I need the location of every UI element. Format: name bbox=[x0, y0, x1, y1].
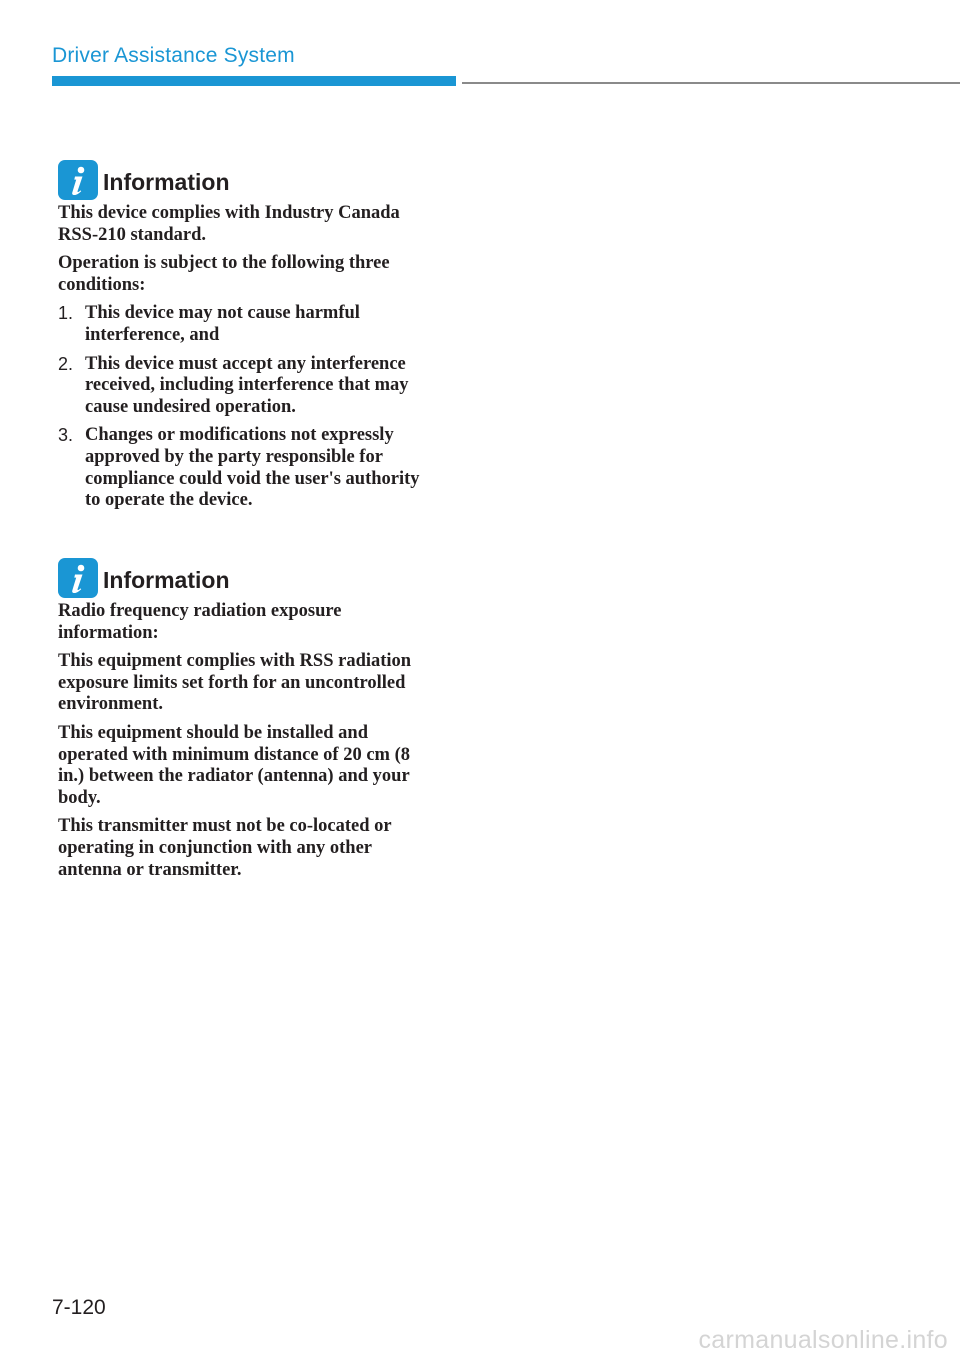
information-box-2 bbox=[58, 558, 438, 888]
paragraph: This equipment complies with RSS radiation exposure limits set forth for an uncontrolled environment. bbox=[58, 651, 412, 715]
paragraph: Operation is subject to the following three conditions: bbox=[58, 253, 390, 295]
paragraph: This transmitter must not be co-located or operating in conjunction with any other antenna or transmitter. bbox=[58, 816, 392, 880]
info-icon bbox=[58, 160, 98, 200]
conditions-list bbox=[58, 303, 438, 511]
header-divider-line bbox=[462, 82, 960, 84]
list-item bbox=[58, 354, 438, 419]
list-item bbox=[58, 425, 438, 511]
information-heading bbox=[58, 160, 438, 200]
list-number: 3. bbox=[58, 425, 74, 446]
list-text: This device must accept any interference received, including interference that may cause undesired operation. bbox=[85, 353, 409, 417]
paragraph: Radio frequency radiation exposure information: bbox=[58, 601, 342, 643]
list-item bbox=[58, 303, 438, 346]
section-title: Driver Assistance System bbox=[52, 44, 295, 67]
info-icon bbox=[58, 558, 98, 598]
information-heading bbox=[58, 558, 438, 598]
list-number: 1. bbox=[58, 303, 74, 324]
paragraph: This equipment should be installed and operated with minimum distance of 20 cm (8 in.) between the radiator (antenna) and your body. bbox=[58, 722, 410, 808]
information-box-1 bbox=[58, 160, 438, 519]
paragraph: This device complies with Industry Canada RSS-210 standard. bbox=[58, 203, 400, 245]
information-title: Information bbox=[103, 168, 230, 195]
list-text: Changes or modifications not expressly approved by the party responsible for compliance could void the user's authority to operate the device. bbox=[85, 425, 420, 511]
list-number: 2. bbox=[58, 353, 74, 374]
page-number: 7-120 bbox=[52, 1296, 106, 1319]
watermark: carmanualsonline.info bbox=[698, 1326, 948, 1354]
header-accent-bar bbox=[52, 76, 456, 86]
information-title: Information bbox=[103, 566, 230, 593]
list-text: This device may not cause harmful interference, and bbox=[85, 303, 360, 345]
